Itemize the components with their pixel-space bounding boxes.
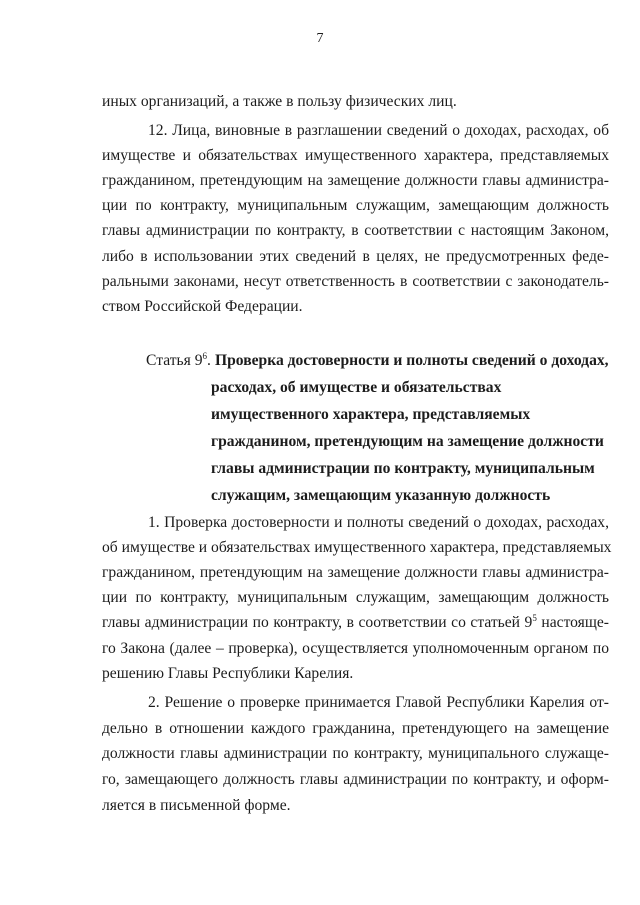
paragraph-1-line: ции по контракту, муниципальным служащим, замещающим должность <box>102 589 609 606</box>
article-title-line: расходах, об имуществе и обязательствах <box>211 379 502 396</box>
paragraph-2-line: дельно в отношении каждого гражданина, претендующего на замещение <box>102 720 609 737</box>
paragraph-12-line: имуществе и обязательствах имущественного характера, представляемых <box>102 147 609 164</box>
statute-superscript: 5 <box>532 612 537 623</box>
article-label-text: Статья 9 <box>146 352 203 369</box>
paragraph-12-line: ральными законами, несут ответственность в соответствии с законодатель- <box>102 273 609 290</box>
paragraph-continuation-line: иных организаций, а также в пользу физических лиц. <box>102 93 457 110</box>
paragraph-1-line <box>102 614 609 634</box>
paragraph-1-line-tail: настояще- <box>536 614 609 631</box>
paragraph-2-line: го, замещающего должность главы администрации по контракту, и оформ- <box>102 771 609 788</box>
paragraph-1-line: 1. Проверка достоверности и полноты сведений о доходах, расходах, <box>148 514 609 531</box>
article-title-line: служащим, замещающим указанную должность <box>211 487 551 504</box>
article-title-line: главы администрации по контракту, муниципальным <box>211 460 595 477</box>
article-title-line: Проверка достоверности и полноты сведений о доходах, <box>215 352 609 369</box>
paragraph-2-line: 2. Решение о проверке принимается Главой Республики Карелия от- <box>148 694 609 711</box>
paragraph-12-line: ством Российской Федерации. <box>102 298 303 315</box>
paragraph-12-line: 12. Лица, виновные в разглашении сведений о доходах, расходах, об <box>148 122 609 139</box>
paragraph-12-line: либо в использовании этих сведений в целях, не предусмотренных феде- <box>102 248 609 265</box>
article-label-dot: . <box>207 352 211 369</box>
article-title-line: гражданином, претендующим на замещение должности <box>211 433 604 450</box>
page-number: 7 <box>316 31 324 46</box>
paragraph-1-line-text: главы администрации по контракту, в соответствии со статьей 9 <box>102 614 533 631</box>
paragraph-1-line: об имуществе и обязательствах имущественного характера, представляемых <box>102 539 612 556</box>
paragraph-12-line: гражданином, претендующим на замещение должности главы администра- <box>102 172 609 189</box>
paragraph-1-line: решению Главы Республики Карелия. <box>102 665 354 682</box>
paragraph-1-line: го Закона (далее – проверка), осуществляется уполномоченным органом по <box>102 640 609 657</box>
article-label <box>146 352 211 372</box>
paragraph-2-line: ляется в письменной форме. <box>102 797 291 814</box>
article-title-line: имущественного характера, представляемых <box>211 406 531 423</box>
paragraph-1-line: гражданином, претендующим на замещение должности главы администра- <box>102 564 609 581</box>
paragraph-12-line: главы администрации по контракту, в соответствии с настоящим Законом, <box>102 222 609 239</box>
paragraph-2-line: должности главы администрации по контракту, муниципального служаще- <box>102 745 609 762</box>
paragraph-12-line: ции по контракту, муниципальным служащим, замещающим должность <box>102 197 609 214</box>
article-label-superscript: 6 <box>202 350 208 361</box>
